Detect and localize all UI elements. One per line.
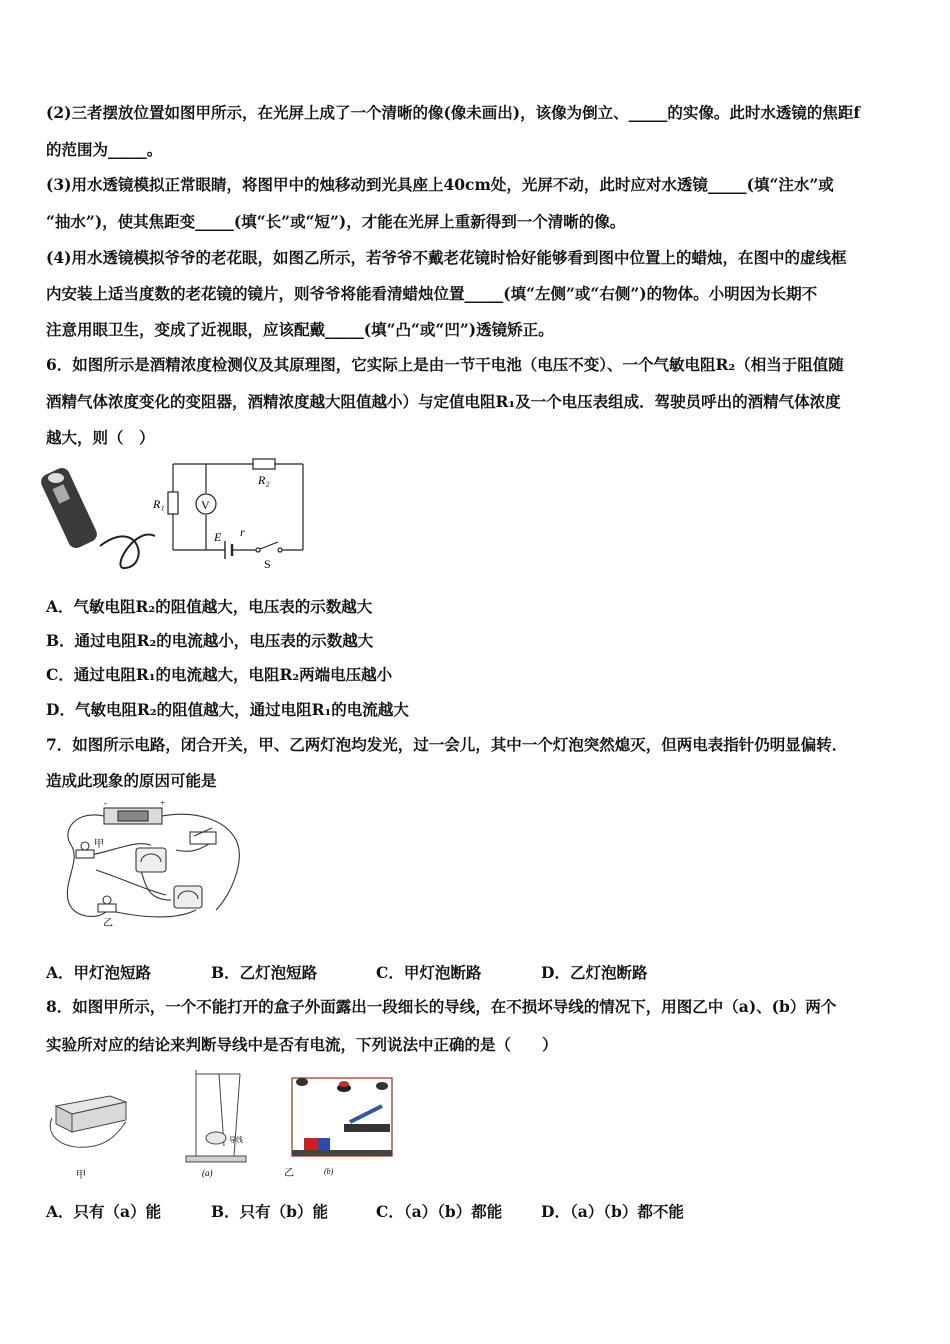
switch-label: S — [264, 557, 271, 571]
q8-option-d: D．（a）（b）都不能 — [541, 1202, 684, 1221]
q5-line-7: 注意用眼卫生，变成了近视眼，应该配戴_____(填“凸“或“凹”)透镜矫正。 — [46, 320, 554, 339]
q6-stem-line-2: 酒精气体浓度变化的变阻器，酒精浓度越大阻值越小）与定值电阻R₁及一个电压表组成．驾驶员呼出的酒精气体浓度 — [46, 392, 841, 411]
internal-resistance-label: r — [240, 525, 245, 539]
q6-stem-line-3: 越大，则（ ） — [46, 428, 155, 447]
q6-figure — [40, 456, 310, 576]
breathalyzer-illustration — [40, 465, 155, 568]
q5-line-2: 的范围为_____。 — [46, 140, 163, 159]
q8-option-a: A．只有（a）能 — [46, 1202, 162, 1221]
q6-option-b: B．通过电阻R₂的电流越小，电压表的示数越大 — [46, 631, 374, 650]
figure-b-label: (b) — [324, 1167, 334, 1176]
r2-label: R₂ — [258, 473, 270, 487]
q6-option-a: A．气敏电阻R₂的阻值越大，电压表的示数越大 — [46, 597, 373, 616]
q5-line-4: “抽水”)，使其焦距变_____(填“长”或“短”)，才能在光屏上重新得到一个清晰的像。 — [46, 212, 626, 231]
voltmeter-label: V — [201, 498, 210, 512]
q5-line-3: (3)用水透镜模拟正常眼睛，将图甲中的烛移动到光具座上40cm处，光屏不动，此时应对水透镜_____(填“注水”或 — [46, 175, 834, 194]
q8-figure — [44, 1066, 404, 1184]
figure-a-label: (a) — [202, 1168, 213, 1178]
q7-options — [46, 963, 647, 983]
q7-option-a: A．甲灯泡短路 — [46, 963, 152, 982]
q8-option-b: B．只有（b）能 — [211, 1202, 328, 1221]
q7-stem-line-2: 造成此现象的原因可能是 — [46, 771, 217, 790]
q5-line-1: (2)三者摆放位置如图甲所示，在光屏上成了一个清晰的像(像未画出)，该像为倒立、_____的实像。此时水透镜的焦距f — [46, 103, 861, 122]
battery-minus-label: - — [104, 800, 107, 808]
q7-option-c: C．甲灯泡断路 — [376, 963, 482, 982]
q8-option-c: C．（a）（b）都能 — [376, 1202, 503, 1221]
sealed-box-illustration — [50, 1096, 126, 1147]
q8-stem-line-1: 8．如图甲所示，一个不能打开的盒子外面露出一段细长的导线，在不损坏导线的情况下，用图乙中（a)、(b）两个 — [46, 997, 837, 1016]
q8-options — [46, 1202, 684, 1222]
lamp-jia-label: 甲 — [94, 839, 104, 850]
circuit-illustration — [67, 808, 239, 917]
circuit-diagram — [168, 459, 303, 559]
compass-experiment-illustration — [186, 1070, 246, 1162]
q7-option-b: B．乙灯泡短路 — [211, 963, 318, 982]
q7-figure — [56, 800, 251, 930]
lamp-yi-label: 乙 — [103, 918, 113, 929]
battery-plus-label: + — [160, 800, 166, 808]
q7-option-d: D．乙灯泡断路 — [541, 963, 648, 982]
q8-stem-line-2: 实验所对应的结论来判断导线中是否有电流，下列说法中正确的是（ ） — [46, 1035, 558, 1054]
q6-option-d: D．气敏电阻R₂的阻值越大，通过电阻R₁的电流越大 — [46, 700, 409, 719]
q5-line-5: (4)用水透镜模拟爷爷的老花眼，如图乙所示，若爷爷不戴老花镜时恰好能够看到图中位置上的蜡烛，在图中的虚线框 — [46, 248, 847, 267]
wire-label: 导线 — [229, 1136, 243, 1144]
r1-label: R₁ — [153, 497, 165, 511]
q5-line-6: 内安装上适当度数的老花镜的镜片，则爷爷将能看清蜡烛位置_____(填“左侧”或“右侧”)的物体。小明因为长期不 — [46, 284, 818, 303]
figure-yi-label: 乙 — [284, 1168, 294, 1179]
battery-label: E — [214, 530, 222, 544]
q7-stem-line-1: 7．如图所示电路，闭合开关，甲、乙两灯泡均发光，过一会儿，其中一个灯泡突然熄灭，但两电表指针仍明显偏转． — [46, 735, 848, 754]
magnet-experiment-illustration — [292, 1078, 392, 1156]
q6-stem-line-1: 6．如图所示是酒精浓度检测仪及其原理图，它实际上是由一节干电池（电压不变）、一个气敏电阻R₂（相当于阻值随 — [46, 355, 844, 374]
q6-option-c: C．通过电阻R₁的电流越大，电阻R₂两端电压越小 — [46, 665, 393, 684]
figure-jia-label: 甲 — [76, 1170, 86, 1181]
